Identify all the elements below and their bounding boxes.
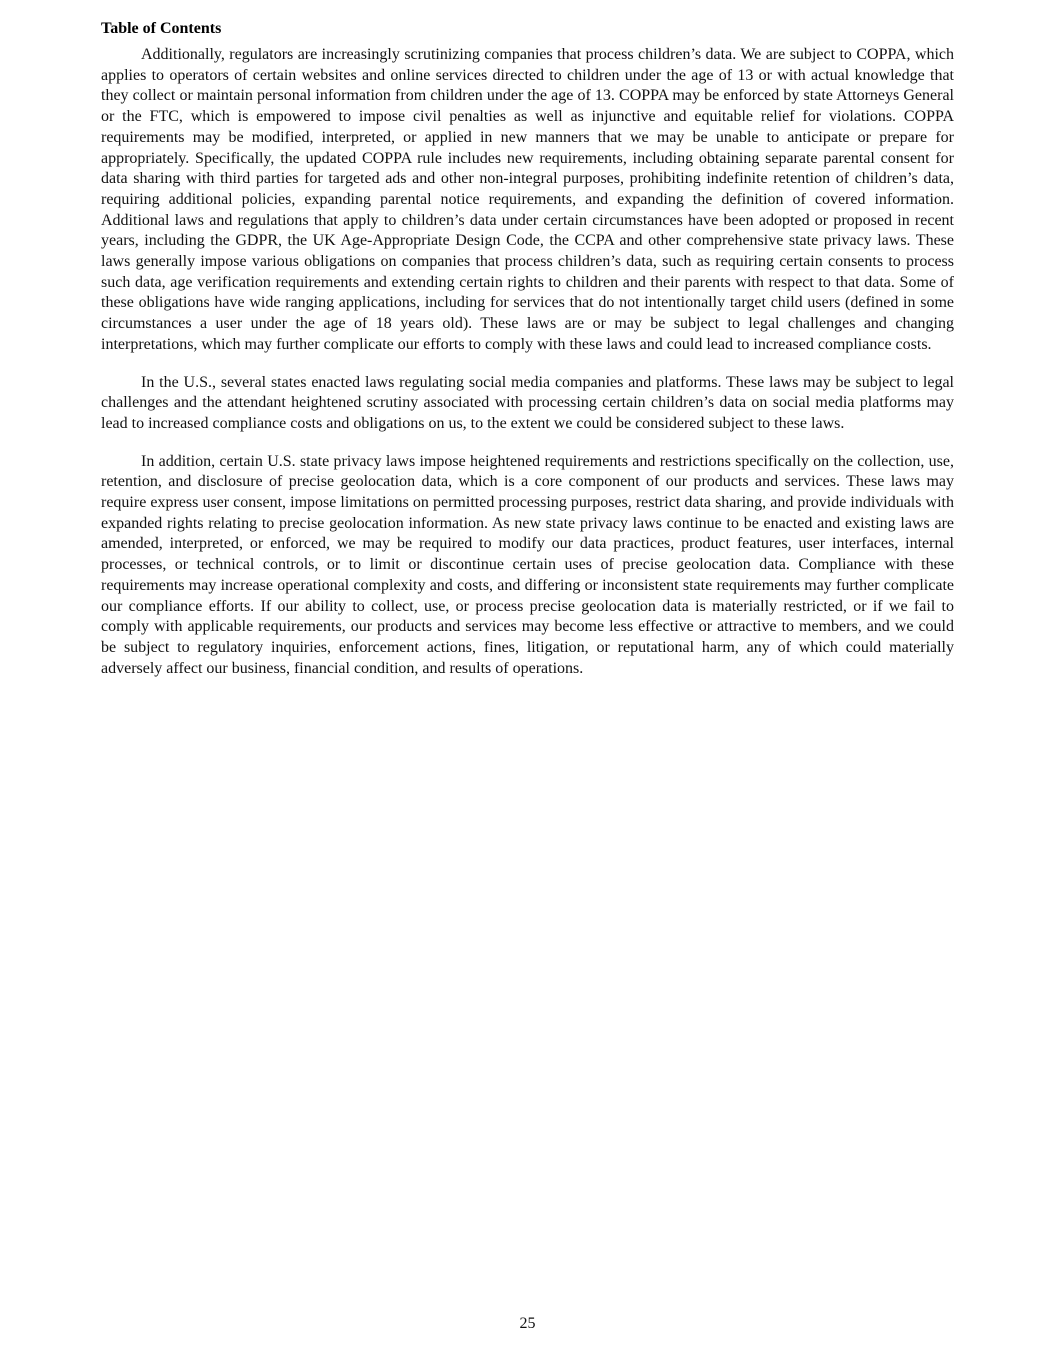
body-text [101,45,954,696]
paragraph-children-data-regulation: Additionally, regulators are increasingly scrutinizing companies that process children’s data. We are subject to COPPA, which applies to operators of certain websites and online services directed to children under the age of 13 or with actual knowledge that they collect or maintain personal information from children under the age of 13. COPPA may be enforced by state Attorneys General or the FTC, which is empowered to impose civil penalties as well as injunctive and equitable relief for violations. COPPA requirements may be modified, interpreted, or applied in new manners that we may be unable to anticipate or prepare for appropriately. Specifically, the updated COPPA rule includes new requirements, including obtaining separate parental consent for data sharing with third parties for targeted ads and other non-integral purposes, prohibiting indefinite retention of children’s data, requiring additional policies, expanding parental notice requirements, and expanding the definition of covered information. Additional laws and regulations that apply to children’s data under certain circumstances have been adopted or proposed in recent years, including the GDPR, the UK Age-Appropriate Design Code, the CCPA and other comprehensive state privacy laws. These laws generally impose various obligations on companies that process children’s data, such as requiring certain consents to process such data, age verification requirements and extending certain rights to children and their parents with respect to that data. Some of these obligations have wide ranging applications, including for services that do not intentionally target child users (defined in some circumstances a user under the age of 18 years old). These laws are or may be subject to legal challenges and changing interpretations, which may further complicate our efforts to comply with these laws and could lead to increased compliance costs. [101,46,954,353]
page-number: 25 [519,1315,536,1332]
table-of-contents-link[interactable]: Table of Contents [101,20,222,37]
paragraph-geolocation-privacy: In addition, certain U.S. state privacy laws impose heightened requirements and restrictions specifically on the collection, use, retention, and disclosure of precise geolocation data, which is a core component of our products and services. These laws may require express user consent, impose limitations on permitted processing purposes, restrict data sharing, and provide individuals with expanded rights relating to precise geolocation information. As new state privacy laws continue to be enacted and existing laws are amended, interpreted, or enforced, we may be required to modify our data practices, product features, user interfaces, internal processes, or technical controls, or to limit or discontinue certain uses of precise geolocation data. Compliance with these requirements may increase operational complexity and costs, and differing or inconsistent state requirements may further complicate our compliance efforts. If our ability to collect, use, or process precise geolocation data is materially restricted, or if we fail to comply with applicable requirements, our products and services may become less effective or attractive to members, and we could be subject to regulatory inquiries, enforcement actions, fines, litigation, or reputational harm, any of which could materially adversely affect our business, financial condition, and results of operations. [101,452,954,677]
paragraph-social-media-laws: In the U.S., several states enacted laws regulating social media companies and platforms. These laws may be subject to legal challenges and the attendant heightened scrutiny associated with processing certain children’s data on social media platforms may lead to increased compliance costs and obligations on us, to the extent we could be considered subject to these laws. [101,373,954,432]
